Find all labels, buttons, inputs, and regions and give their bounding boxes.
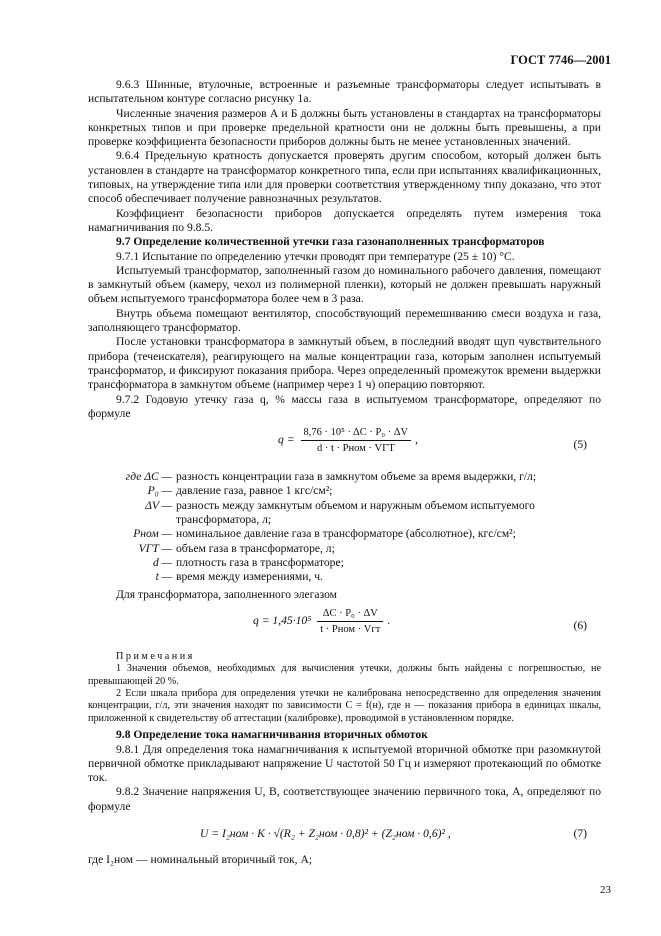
fraction — [301, 426, 412, 455]
standard-number: ГОСТ 7746—2001 — [510, 53, 611, 67]
note-1: 1 Значения объемов, необходимых для вычисления утечки, должны быть найдены с погрешностью, не превышающей 20 %. — [88, 663, 601, 687]
definition-symbol: Pном — — [133, 527, 172, 541]
section-heading-9-8: 9.8 Определение тока намагничивания вторичных обмоток — [116, 728, 428, 742]
definition-symbol: d — — [152, 555, 172, 569]
paragraph: где I₂ном — номинальный вторичный ток, А; — [88, 853, 313, 867]
paragraph-9-8-1: 9.8.1 Для определения тока намагничивания к испытуемой вторичной обмотке при разомкнутой первичной обмотке прикладывают напряжение U частотой 50 Гц и измеряют протекающий по обмотке ток. — [88, 742, 601, 785]
note-2: 2 Если шкала прибора для определения утечки не калибрована непосредственно для определения значения концентрации, г/л, эти значения находят по зависимости C = f(н), где н — показания прибора в единицах шкалы, приложенной к свидетельству об аттестации (калибровке), проводимой в установленном порядке. — [88, 688, 601, 724]
definition-row — [88, 542, 601, 556]
formula-expression: U = I₂ном · K · √(R₂ + Z₂ном · 0,8)² + (Z₂ном · 0,6)² — [200, 827, 445, 841]
formula-number: (6) — [573, 618, 587, 632]
paragraph: Коэффициент безопасности приборов допускается определять путем измерения тока намагничивания по 9.8.5. — [88, 206, 601, 234]
definition-text: разность между замкнутым объемом и наружным объемом испытуемого трансформатора, л; — [176, 498, 535, 527]
paragraph-9-7-2: 9.7.2 Годовую утечку газа q, % массы газа в испытуемом трансформаторе, определяют по формуле — [88, 392, 601, 420]
fraction — [317, 607, 383, 636]
definition-text: номинальное давление газа в трансформаторе (абсолютное), кгс/см²; — [176, 527, 516, 541]
formula-5 — [88, 426, 601, 466]
formula-tail: , — [447, 827, 451, 841]
definition-text: время между измерениями, ч. — [176, 570, 323, 584]
formula-lhs: q = — [278, 433, 295, 447]
paragraph: После установки трансформатора в замкнутый объем, в последний вводят щуп чувствительного прибора (течеискателя), реагирующего на малые концентрации газа, которым заполнен испытуемый трансформатор, и фиксируют показания прибора. Через определенный промежуток времени выдержки трансформатора в замкнутом объеме (например через 1 ч) операцию повторяют. — [88, 335, 601, 392]
definition-text: плотность газа в трансформаторе; — [176, 555, 344, 569]
definition-row — [88, 470, 601, 484]
formula-tail: , — [415, 433, 418, 447]
paragraph-9-6-3: 9.6.3 Шинные, втулочные, встроенные и разъемные трансформаторы следует испытывать в испытательном контуре согласно рисунку 1а. — [88, 78, 601, 106]
numerator: ΔC · P₀ · ΔV — [317, 607, 383, 622]
definition-symbol: ΔV — — [145, 498, 172, 512]
definition-symbol: VГТ — — [138, 541, 172, 555]
paragraph-9-6-4: 9.6.4 Предельную кратность допускается проверять другим способом, который должен быть установлен в стандарте на трансформатор конкретного типа, если при испытаниях квалификационных, типовых, на утверждение типа или для проверки соответствия утвержденному типу доказано, что этот способ обеспечивает получение равнозначных результатов. — [88, 149, 601, 206]
variable-definitions — [88, 470, 601, 584]
formula-number: (7) — [573, 827, 587, 841]
definition-row — [88, 499, 601, 528]
paragraph: Численные значения размеров А и Б должны быть установлены в стандартах на трансформаторы конкретных типов и при проверке предельной кратности они не должны быть превышены, а при проверке коэффициента безопасности приборов должны быть не менее установленных значений. — [88, 106, 601, 149]
paragraph: Внутрь объема помещают вентилятор, способствующий перемешиванию смеси воздуха и газа, заполняющего трансформатор. — [88, 306, 601, 335]
definition-text: разность концентрации газа в замкнутом объеме за время выдержки, г/л; — [176, 470, 537, 484]
definition-symbol: P₀ — — [147, 484, 172, 498]
definition-symbol: t — — [155, 570, 172, 584]
definition-row — [88, 484, 601, 498]
definition-text: давление газа, равное 1 кгс/см²; — [176, 484, 333, 498]
body-text — [88, 78, 601, 867]
paragraph: Для трансформатора, заполненного элегазом — [116, 587, 337, 601]
formula-number: (5) — [573, 438, 587, 452]
definition-row — [88, 570, 601, 584]
numerator: 8,76 · 10⁵ · ΔC · P₀ · ΔV — [301, 426, 412, 441]
formula-tail: . — [387, 614, 391, 628]
paragraph-9-8-2: 9.8.2 Значение напряжения U, В, соответствующее значению первичного тока, А, определяют по формуле — [88, 785, 601, 813]
page-number: 23 — [600, 884, 611, 896]
definition-row — [88, 527, 601, 541]
paragraph-9-7-1: 9.7.1 Испытание по определению утечки проводят при температуре (25 ± 10) °С. — [116, 249, 515, 263]
formula-7 — [88, 819, 601, 849]
definition-symbol: где ΔC — — [125, 470, 172, 484]
denominator: t · Pном · Vгт — [320, 623, 381, 635]
paragraph: Испытуемый трансформатор, заполненный газом до номинального рабочего давления, помещают в замкнутый объем (камеру, чехол из полимерной пленки), который не должен превышать наружный объем испытуемого трансформатора более чем в 3 раза. — [88, 263, 601, 306]
formula-6 — [88, 607, 601, 647]
notes-title: Примечания — [116, 650, 195, 662]
denominator: d · t · Pном · VГТ — [316, 443, 395, 455]
definition-text: объем газа в трансформаторе, л; — [176, 541, 335, 555]
section-heading-9-7: 9.7 Определение количественной утечки газа газонаполненных трансформаторов — [116, 235, 545, 249]
formula-lhs: q = 1,45·10⁵ — [253, 614, 312, 628]
notes-block — [88, 651, 601, 725]
definition-row — [88, 556, 601, 570]
